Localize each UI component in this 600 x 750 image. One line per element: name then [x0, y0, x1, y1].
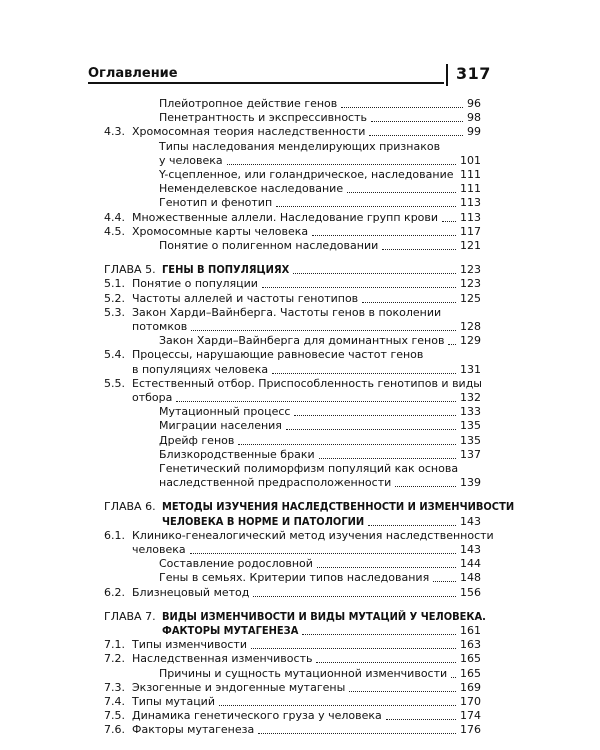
toc-entry[interactable]: человека 143 [132, 543, 481, 556]
toc-entry[interactable]: Составление родословной 144 [159, 557, 481, 570]
toc-entry[interactable]: 7.3. Экзогенные и эндогенные мутагены 169 [104, 681, 481, 694]
toc-entry[interactable]: Генетический полиморфизм популяций как основа [159, 462, 459, 475]
toc-entry[interactable]: Близкородственные браки 137 [159, 448, 481, 461]
toc-entry[interactable]: 6.2. Близнецовый метод 156 [104, 586, 481, 599]
toc-entry[interactable]: 6.1. Клинико-генеалогический метод изучения наследственности [104, 529, 494, 542]
toc-entry[interactable]: Гены в семьях. Критерии типов наследования 148 [159, 571, 481, 584]
toc-entry[interactable]: 7.6. Факторы мутагенеза 176 [104, 723, 481, 736]
toc-entry[interactable]: 4.5. Хромосомные карты человека 117 [104, 225, 481, 238]
toc-entry[interactable]: Пенетрантность и экспрессивность 98 [159, 111, 481, 124]
toc-entry[interactable]: 7.5. Динамика генетического груза у человека 174 [104, 709, 481, 722]
toc-chapter[interactable]: ГЛАВА 5. ГЕНЫ В ПОПУЛЯЦИЯХ 123 [104, 263, 481, 276]
toc-entry[interactable]: Закон Харди–Вайнберга для доминантных генов 129 [159, 334, 481, 347]
toc-entry[interactable]: Причины и сущность мутационной изменчивости 165 [159, 667, 481, 680]
toc-entry[interactable]: в популяциях человека 131 [132, 363, 481, 376]
toc-entry[interactable]: 5.3. Закон Харди–Вайнберга. Частоты генов в поколении [104, 306, 442, 319]
toc-entry[interactable]: 7.1. Типы изменчивости 163 [104, 638, 481, 651]
toc-chapter[interactable]: ГЛАВА 7. ВИДЫ ИЗМЕНЧИВОСТИ И ВИДЫ МУТАЦИЙ У ЧЕЛОВЕКА. [104, 610, 486, 623]
header-title: Оглавление [88, 66, 178, 81]
toc-entry[interactable]: 4.4. Множественные аллели. Наследование групп крови 113 [104, 211, 481, 224]
toc-entry[interactable]: 5.1. Понятие о популяции 123 [104, 277, 481, 290]
toc-entry[interactable]: 7.4. Типы мутаций 170 [104, 695, 481, 708]
toc-chapter[interactable]: ЧЕЛОВЕКА В НОРМЕ И ПАТОЛОГИИ 143 [162, 515, 481, 528]
toc-entry[interactable]: отбора 132 [132, 391, 481, 404]
toc-entry[interactable]: Дрейф генов 135 [159, 434, 481, 447]
toc-chapter[interactable]: ГЛАВА 6. МЕТОДЫ ИЗУЧЕНИЯ НАСЛЕДСТВЕННОСТИ И ИЗМЕНЧИВОСТИ [104, 500, 515, 513]
toc-entry[interactable]: Плейотропное действие генов 96 [159, 97, 481, 110]
toc-entry[interactable]: Типы наследования менделирующих признаков [159, 140, 441, 153]
toc-entry[interactable]: 5.2. Частоты аллелей и частоты генотипов 125 [104, 292, 481, 305]
toc-entry[interactable]: 5.4. Процессы, нарушающие равновесие частот генов [104, 348, 424, 361]
toc-entry[interactable]: 5.5. Естественный отбор. Приспособленность генотипов и виды [104, 377, 482, 390]
toc-entry[interactable]: наследственной предрасположенности 139 [159, 476, 481, 489]
toc-entry[interactable]: Понятие о полигенном наследовании 121 [159, 239, 481, 252]
toc-entry[interactable]: Генотип и фенотип 113 [159, 196, 481, 209]
toc-chapter[interactable]: ФАКТОРЫ МУТАГЕНЕЗА 161 [162, 624, 481, 637]
page-number: 317 [456, 64, 491, 83]
toc-entry[interactable]: Мутационный процесс 133 [159, 405, 481, 418]
toc-entry[interactable]: Неменделевское наследование 111 [159, 182, 481, 195]
toc-entry[interactable]: потомков 128 [132, 320, 481, 333]
toc-entry[interactable]: у человека 101 [159, 154, 481, 167]
toc-entry[interactable]: Y-сцепленное, или голандрическое, наследование 111 [159, 168, 481, 181]
toc-entry[interactable]: 4.3. Хромосомная теория наследственности 99 [104, 125, 481, 138]
toc-entry[interactable]: Миграции населения 135 [159, 419, 481, 432]
toc-entry[interactable]: 7.2. Наследственная изменчивость 165 [104, 652, 481, 665]
